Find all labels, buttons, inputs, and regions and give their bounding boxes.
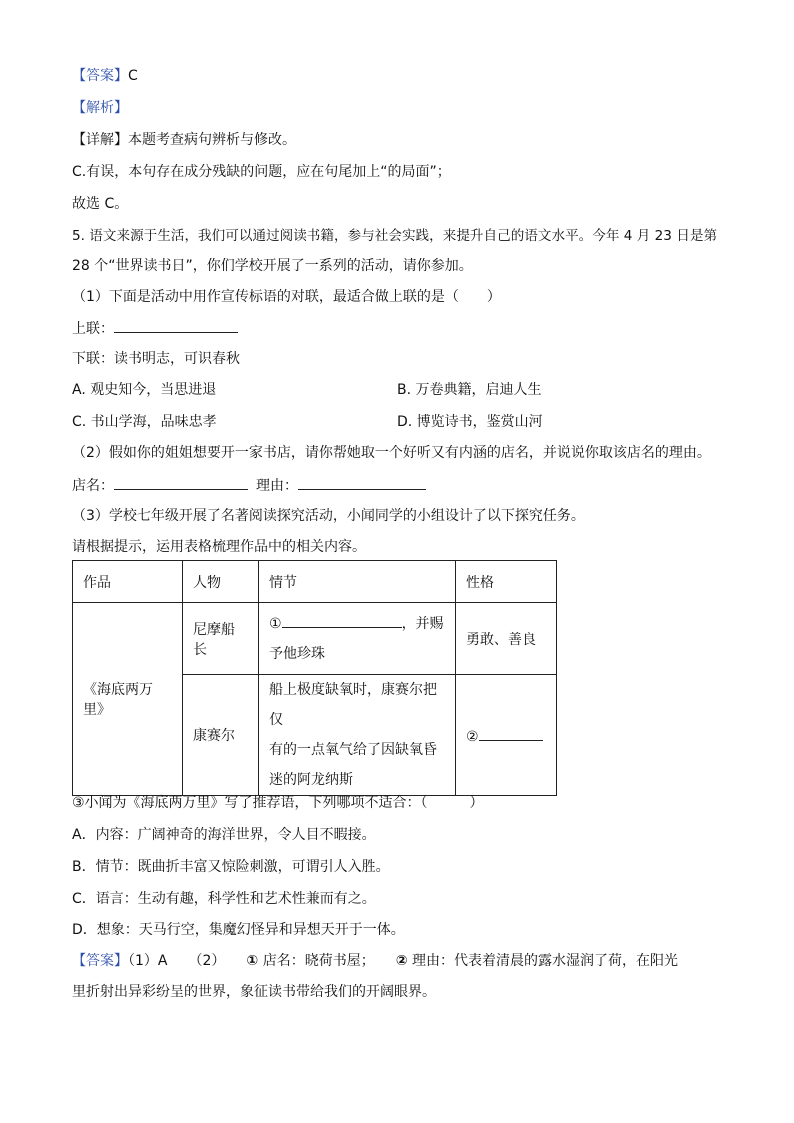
- q3-option-c[interactable]: C．语言：生动有趣，科学性和艺术性兼而有之。: [72, 891, 376, 907]
- option-d[interactable]: D. 博览诗书，鉴赏山河: [397, 414, 543, 430]
- previous-answer: [72, 66, 138, 86]
- shop-name-blank[interactable]: [114, 475, 248, 490]
- table-row: [73, 603, 557, 675]
- answer-label: 【答案】: [72, 68, 128, 84]
- plot-conseil-l1: 船上极度缺氧时，康赛尔把仅: [269, 682, 437, 728]
- circle-2: ②: [395, 953, 408, 969]
- plot-suffix: ，并赐: [401, 615, 444, 632]
- q3-option-d[interactable]: D．想象：天马行空，集魔幻怪异和异想天开于一体。: [72, 922, 405, 938]
- option-c[interactable]: C. 书山学海，品味忠孝: [72, 414, 217, 430]
- analysis-label: 【解析】: [72, 100, 128, 116]
- trait-conseil: [456, 675, 557, 796]
- plot-conseil-l2: 有的一点氧气给了因缺氧昏: [269, 742, 437, 758]
- circle-1: ①: [246, 953, 259, 969]
- reason-blank[interactable]: [298, 475, 426, 490]
- reason-label: 理由：: [256, 478, 298, 494]
- sub-question-1: （1）下面是活动中用作宣传标语的对联，最适合做上联的是（ ）: [72, 289, 501, 305]
- work-cell: 《海底两万里》: [73, 603, 183, 796]
- final-answer-part1: （1）A （2）: [128, 953, 247, 969]
- detail-text: 【详解】本题考查病句辨析与修改。: [72, 132, 296, 148]
- circle-2: ②: [466, 728, 479, 745]
- table-header-row: [73, 561, 557, 603]
- shop-name-label: 店名：: [72, 478, 114, 494]
- final-answer-shop: 店名：晓荷书屋；: [258, 953, 396, 969]
- option-b[interactable]: B. 万卷典籍，启迪人生: [397, 382, 542, 398]
- header-person: 人物: [183, 561, 259, 603]
- plot-blank[interactable]: [282, 613, 402, 628]
- final-answer-line2: 里折射出异彩纷呈的世界，象征读书带给我们的开阔眼界。: [72, 984, 436, 1000]
- person-conseil: 康赛尔: [183, 675, 259, 796]
- reading-table: [72, 560, 557, 796]
- plot-line2: 予他珍珠: [269, 645, 325, 662]
- final-answer-reason: 理由：代表着清晨的露水湿润了荷，在阳光: [407, 953, 679, 969]
- q3-option-a[interactable]: A．内容：广阔神奇的海洋世界，令人目不暇接。: [72, 827, 376, 843]
- trait-blank[interactable]: [479, 726, 543, 741]
- option-a[interactable]: A. 观史知今，当思进退: [72, 382, 217, 398]
- circle-1: ①: [269, 615, 282, 632]
- final-answer-label: 【答案】: [72, 953, 128, 969]
- upper-couplet-row: [72, 318, 238, 339]
- conclusion: 故选 C。: [72, 196, 129, 212]
- sub-question-3: （3）学校七年级开展了名著阅读探究活动，小闻同学的小组设计了以下探究任务。: [72, 508, 585, 524]
- question-5-line2: 28 个“世界读书日”，你们学校开展了一系列的活动，请你参加。: [72, 258, 473, 274]
- header-trait: 性格: [456, 561, 557, 603]
- plot-conseil-l3: 迷的阿龙纳斯: [269, 772, 353, 788]
- answer-value: C: [128, 68, 138, 84]
- final-answer-line1: [72, 951, 678, 971]
- upper-couplet-blank[interactable]: [114, 318, 238, 333]
- table-hint: 请根据提示，运用表格梳理作品中的相关内容。: [72, 539, 366, 555]
- sub-question-2: （2）假如你的姐姐想要开一家书店，请你帮她取一个好听又有内涵的店名，并说说你取该店名的理由。: [72, 445, 711, 461]
- question-5-line1: 5. 语文来源于生活，我们可以通过阅读书籍，参与社会实践，来提升自己的语文水平。今年 4 月 23 日是第: [72, 228, 718, 244]
- plot-conseil: [259, 675, 456, 796]
- trait-nemo: 勇敢、善良: [456, 603, 557, 675]
- header-work: 作品: [73, 561, 183, 603]
- lower-couplet: 下联：读书明志，可识春秋: [72, 351, 240, 367]
- q3-option-b[interactable]: B．情节：既曲折丰富又惊险刺激，可谓引人入胜。: [72, 859, 390, 875]
- upper-couplet-label: 上联：: [72, 321, 114, 337]
- c-explanation: C.有误，本句存在成分残缺的问题，应在句尾加上“的局面”；: [72, 164, 451, 180]
- question-3: ③小闻为《海底两万里》写了推荐语，下列哪项不适合：（ ）: [72, 795, 484, 811]
- person-nemo: 尼摩船长: [183, 603, 259, 675]
- shop-name-row: [72, 475, 426, 496]
- plot-nemo: [259, 603, 456, 675]
- header-plot: 情节: [259, 561, 456, 603]
